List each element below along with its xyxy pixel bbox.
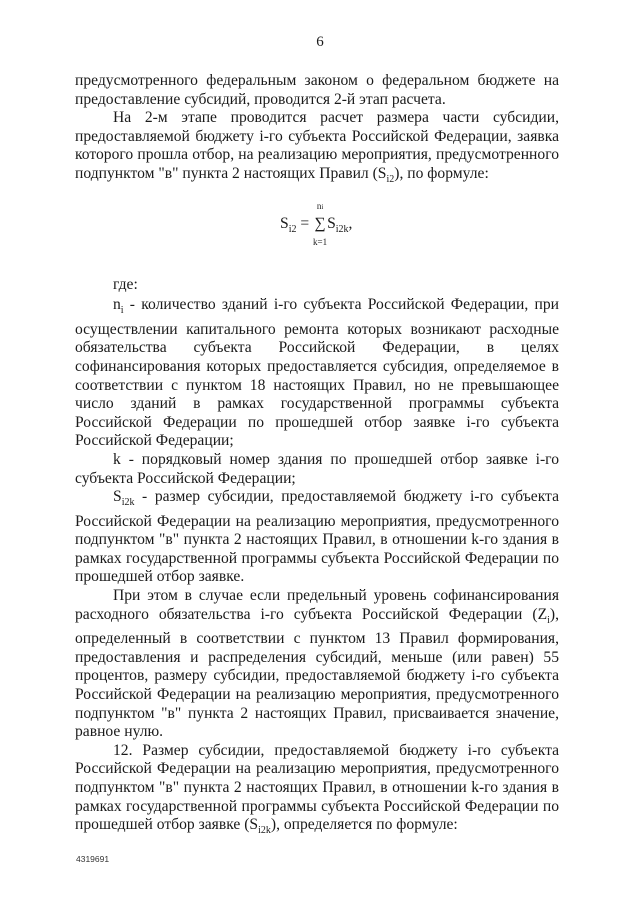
ni-definition-text: - количество зданий i-го субъекта Российской Федерации, при осуществлении капитального ремонта которых возникают расходные обязательства субъекта Российской Федерации, в целях софинансирования которых предоставляется субсидия, определяемое в соответствии с пунктом 18 настоящих Правил, но не превышающее число зданий в рамках государственной программы субъекта Российской Федерации по прошедшей отбор заявке i-го субъекта Российской Федерации; (75, 296, 559, 450)
paragraph-stage-2 (75, 109, 559, 189)
paragraph-12 (75, 742, 559, 841)
document-code: 4319691 (76, 854, 110, 864)
document-body (75, 72, 559, 841)
formula-block (75, 190, 559, 272)
cofinancing-tail: ), определенный в соответствии с пунктом 13 Правил формирования, предоставления и распределения субсидий, меньше (или равен) 55 процентов, размеру субсидии, предоставляемой бюджету i-го субъекта Российской Федерации на реализацию мероприятия, предусмотренного подпунктом "в" пункта 2 настоящих Правил, присваивается значение, равное нулю. (75, 605, 559, 741)
definition-si2k (75, 488, 559, 587)
formula-equals: = (296, 214, 314, 232)
paragraph-12-text: 12. Размер субсидии, предоставляемой бюджету i-го субъекта Российской Федерации на реализацию мероприятия, предусмотренного подпунктом "в" пункта 2 настоящих Правил, в отношении k-го здания в рамках государственной программы субъекта Российской Федерации по прошедшей отбор заявке (S (75, 741, 559, 834)
paragraph-cofinancing-limit (75, 587, 559, 742)
sum-operator (313, 200, 328, 248)
paragraph-stage-2-tail: ), по формуле: (394, 164, 489, 182)
formula-comma: , (348, 214, 353, 232)
ni-subscript: i (120, 305, 124, 317)
sum-upper-n: n (316, 200, 322, 211)
paragraph-12-subscript: i2k (258, 825, 271, 837)
si2k-symbol: S (113, 488, 122, 506)
paragraph-stage-2-text: На 2-м этапе проводится расчет размера части субсидии, предоставляемой бюджету i-го субъекта Российской Федерации, заявка которого прошла отбор, на реализацию мероприятия, предусмотренного подпунктом "в" пункта 2 настоящих Правил (S (75, 109, 559, 182)
formula-lhs-sub: i2 (288, 223, 297, 235)
definition-k: k - порядковый номер здания по прошедшей отбор заявке i-го субъекта Российской Федерации; (75, 450, 559, 487)
ni-symbol: n (113, 296, 121, 314)
paragraph-continuation: предусмотренного федеральным законом о федеральном бюджете на предоставление субсидий, проводится 2-й этап расчета. (75, 72, 559, 108)
si2k-definition-text: - размер субсидии, предоставляемой бюджету i-го субъекта Российской Федерации на реализацию мероприятия, предусмотренного подпунктом "в" пункта 2 настоящих Правил, в отношении k-го здания в рамках государственной программы субъекта Российской Федерации по прошедшей отбор заявке. (75, 488, 559, 586)
sum-upper-sub: i (321, 202, 324, 211)
zi-subscript: i (547, 614, 550, 626)
cofinancing-text: При этом в случае если предельный уровень софинансирования расходного обязательства i-го субъекта Российской Федерации (Z (75, 587, 559, 623)
formula-rhs-sub: i2k (335, 223, 349, 235)
page-number: 6 (316, 34, 324, 50)
sum-upper-limit (314, 202, 326, 212)
formula-lhs: S (280, 214, 289, 232)
formula-rhs: S (327, 214, 336, 232)
sum-lower-limit: k=1 (313, 237, 328, 248)
sum-sigma: ∑ (314, 214, 326, 232)
paragraph-12-tail: ), определяется по формуле: (270, 816, 458, 834)
definition-ni (75, 296, 559, 451)
where-label: где: (113, 275, 138, 293)
subscript-i2: i2 (386, 173, 395, 185)
formula-si2 (280, 200, 353, 248)
si2k-subscript: i2k (121, 497, 135, 509)
